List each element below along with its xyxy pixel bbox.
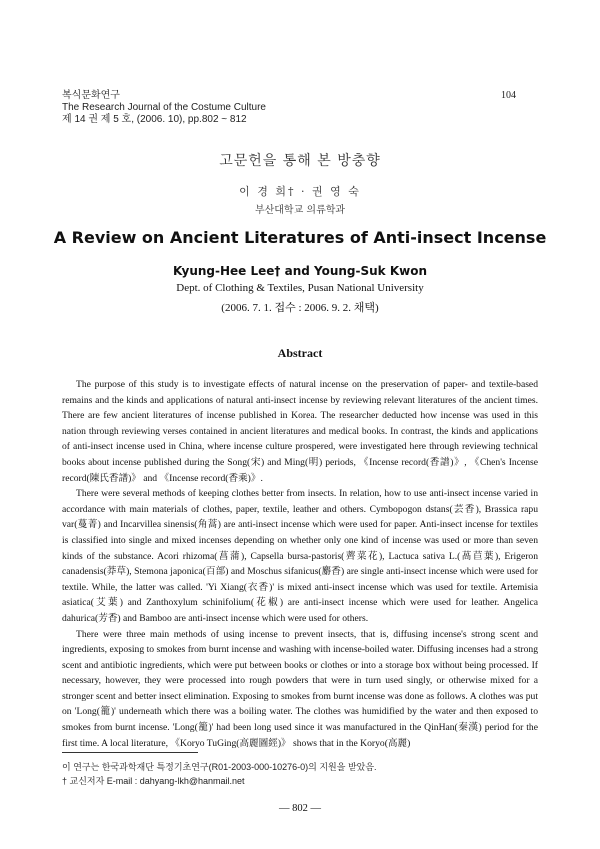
corresponding-author-footnote: † 교신저자 E-mail : dahyang-lkh@hanmail.net — [62, 776, 245, 786]
received-accepted-dates: (2006. 7. 1. 접수 : 2006. 9. 2. 채택) — [221, 302, 379, 314]
footnote-divider — [62, 752, 198, 753]
header-page-number: 104 — [501, 90, 516, 101]
korean-affiliation: 부산대학교 의류학과 — [254, 205, 346, 216]
abstract-body — [62, 377, 538, 751]
abstract-paragraph-1: The purpose of this study is to investigate effects of natural incense on the preservation of paper- and textile-based remains and the kinds and applications of natural anti-insect incense by reviewing relevant literatures of the ancient times. There are few ancient literatures of incense published in Korea. The researcher deducted how incense was used in this nation through reviewing verses contained in ancient literatures and medical books. In contrast, the kinds and applications of anti-insect incense used in China, where incense culture prospered, were investigated here through reviewing technical books about incense published during the Song(宋) and Ming(明) periods, 《Incense record(香譜)》, 《Chen's Incense record(陳氏香譜)》 and 《Incense record(香乘)》. — [62, 379, 538, 484]
footer-page-number: — 802 — — [279, 803, 321, 814]
journal-volume: 제 14 권 제 5 호, (2006. 10), pp.802 ~ 812 — [62, 114, 247, 125]
funding-footnote: 이 연구는 한국과학재단 특정기초연구(R01-2003-000-10276-0)의 지원을 받았음. — [62, 762, 377, 772]
english-authors: Kyung-Hee Lee† and Young-Suk Kwon — [172, 264, 428, 278]
korean-title: 고문헌을 통해 본 방충향 — [219, 153, 381, 169]
journal-name-en: The Research Journal of the Costume Culture — [62, 102, 266, 113]
abstract-paragraph-2: There were several methods of keeping clothes better from insects. In relation, how to use anti-insect incense varied in accordance with main materials of clothes, paper, textile, leather and others. Cymbopogon dstans(芸香), Brassica rapu var(蔓菁) and Incarvillea sinensis(角蒿) are anti-insect incense which were used for paper. Anti-insect incense for textiles is classified into single and mixed incenses depending on whether only one kind of incense was used or more than seven kinds of the substance. Acori rhizoma(菖蒲), Capsella bursa-pastoris(薺菜花), Lactuca sativa L.(萵苣葉), Erigeron canadensis(莽草), Stemona japonica(百部) and Moschus sifanicus(麝香) are single anti-insect incense which were used for textile. While, the latter was called. 'Yi Xiang(衣香)' is mixed anti-insect incense which was used for textile. Artemisia asiatica(艾葉) and Zanthoxylum schinifolium(花椒) are anti-insect incense which were used for leather. Angelica dahurica(芳香) and Bamboo are anti-insect incense which were used for others. — [62, 488, 538, 624]
abstract-heading: Abstract — [277, 346, 323, 360]
abstract-paragraph-3: There were three main methods of using incense to prevent insects, that is, diffusing incense's strong scent and ingredients, exposing to smokes from burnt incense and washing with incense-boiled water. Diffusing incenses had a strong scent and antibiotic ingredients, which were put between books or clothes or into a storage box without being processed. If necessary, however, they were processed into rough powders that were in turn used singly, or otherwise mixed for a stronger scent and better insect elimination. Exposing to smokes from burnt incense was done as follows. A clothes was put on 'Long(籠)' underneath which there was a boiling water. The clothes was humidified by the water and then exposed to smokes from burnt incense. 'Long(籠)' had been long used since it was manufactured in the QinHan(秦漢) period for the first time. A local literature, 《Koryo TuGing(高麗圖經)》 shows that in the Koryo(高麗) — [62, 628, 538, 749]
english-title: A Review on Ancient Literatures of Anti-insect Incense — [53, 228, 547, 247]
korean-authors: 이 경 희† · 권 영 숙 — [239, 185, 361, 198]
journal-name-kr: 복식문화연구 — [62, 90, 120, 101]
journal-header — [62, 90, 266, 126]
english-affiliation: Dept. of Clothing & Textiles, Pusan National University — [176, 282, 424, 294]
